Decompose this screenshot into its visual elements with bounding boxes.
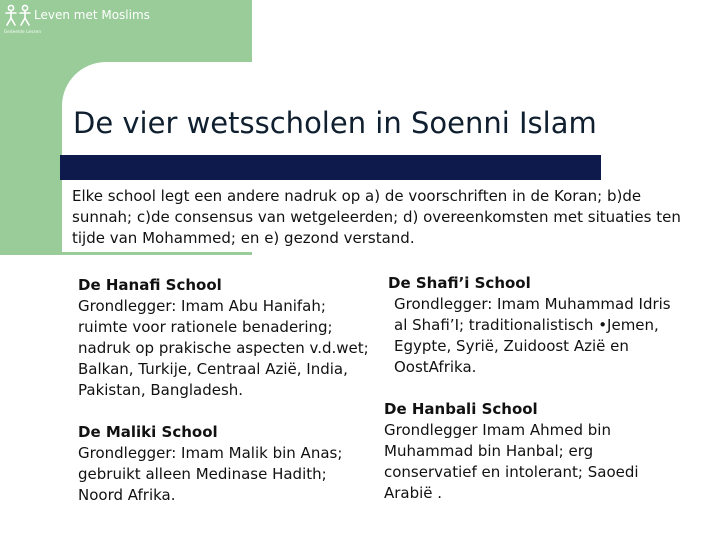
brand-name: Leven met Moslims bbox=[34, 8, 150, 22]
school-hanbali bbox=[384, 399, 689, 504]
school-maliki-text: Grondlegger: Imam Malik bin Anas; gebruikt alleen Medinase Hadith; Noord Afrika. bbox=[78, 444, 343, 504]
stick-figures-icon bbox=[4, 4, 34, 28]
school-maliki bbox=[78, 422, 370, 506]
logo-caption: Gedeelde Lessen bbox=[4, 29, 42, 34]
school-maliki-heading: De Maliki School bbox=[78, 423, 218, 441]
school-hanbali-heading: De Hanbali School bbox=[384, 400, 538, 418]
school-shafi bbox=[388, 273, 688, 378]
school-hanafi bbox=[78, 275, 370, 401]
title-underline-bar bbox=[60, 155, 601, 180]
page-title: De vier wetsscholen in Soenni Islam bbox=[73, 106, 597, 140]
school-shafi-text: Grondlegger: Imam Muhammad Idris al Shafi’I; traditionalistisch •Jemen, Egypte, Syrië, Zuidoost Azië en OostAfrika. bbox=[394, 295, 671, 376]
school-hanbali-text: Grondlegger Imam Ahmed bin Muhammad bin Hanbal; erg conservatief en intolerant; Saoedi Arabië . bbox=[384, 421, 639, 502]
school-hanafi-heading: De Hanafi School bbox=[78, 276, 222, 294]
school-shafi-heading: De Shafi’i School bbox=[388, 274, 531, 292]
school-hanafi-text: Grondlegger: Imam Abu Hanifah; ruimte voor rationele benadering; nadruk op prakische aspecten v.d.wet; Balkan, Turkije, Centraal Azië, India, Pakistan, Bangladesh. bbox=[78, 297, 369, 399]
intro-text: Elke school legt een andere nadruk op a) de voorschriften in de Koran; b)de sunnah; c)de consensus van wetgeleerden; d) overeenkomsten met situaties ten tijde van Mohammed; en e) gezond verstand. bbox=[72, 187, 681, 247]
